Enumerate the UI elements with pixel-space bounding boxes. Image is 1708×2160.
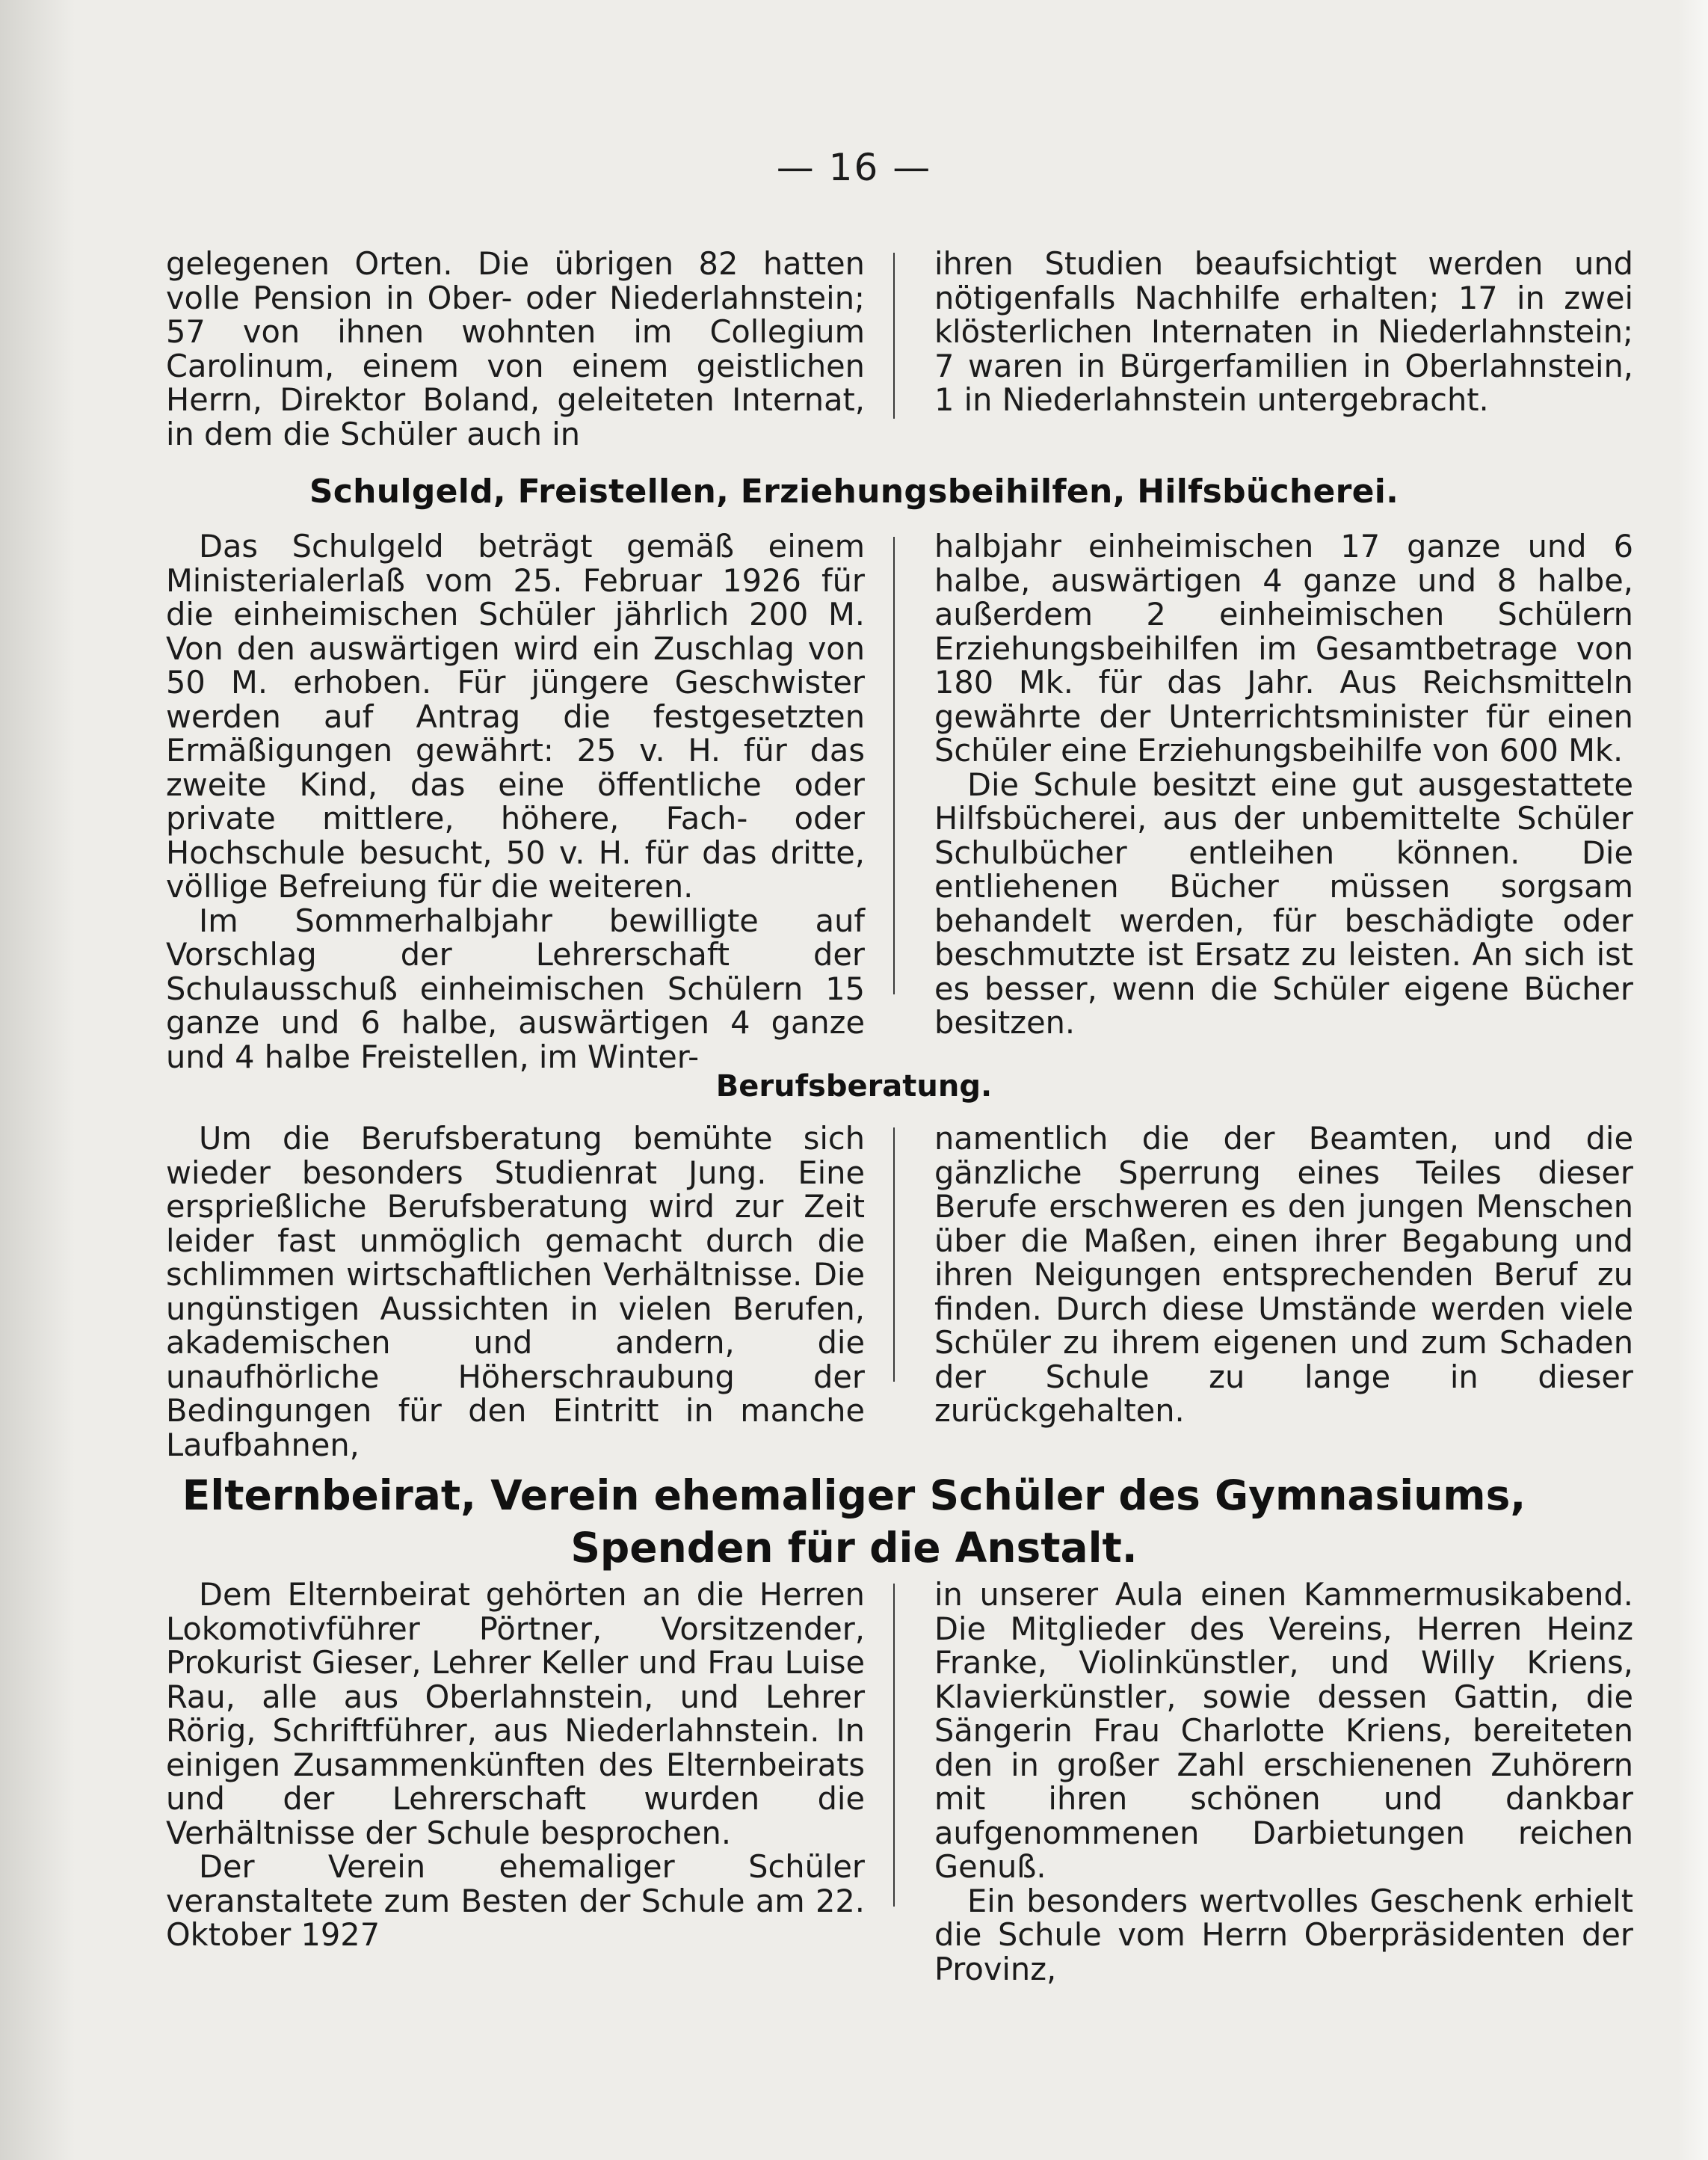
section2-right-column bbox=[934, 529, 1633, 1040]
paragraph: Der Verein ehemaliger Schüler veranstaltete zum Besten der Schule am 22. Oktober 1927 bbox=[166, 1848, 865, 1953]
section-heading-elternbeirat bbox=[0, 1469, 1708, 1574]
section1-right-column bbox=[934, 247, 1633, 417]
column-divider bbox=[893, 1127, 895, 1382]
paragraph: halbjahr einheimischen 17 ganze und 6 halbe, auswärtigen 4 ganze und 8 halbe, außerdem 2 einheimischen Schülern Erziehungsbeihilfen im Gesamtbetrage von 180 Mk. für das Jahr. Aus Reichsmitteln gewährte der Unterrichtsminister für einen Schüler eine Erziehungsbeihilfe von 600 Mk. bbox=[934, 528, 1633, 769]
section-heading-schulgeld: Schulgeld, Freistellen, Erziehungsbeihilfen, Hilfsbücherei. bbox=[309, 473, 1399, 511]
column-divider bbox=[893, 537, 895, 994]
paragraph: in unserer Aula einen Kammermusikabend. Die Mitglieder des Vereins, Herren Heinz Franke, Violinkünstler, und Willy Kriens, Klavierkünstler, sowie dessen Gattin, die Sängerin Frau Charlotte Kriens, bereiteten den in großer Zahl erschienenen Zuhörern mit ihren schönen und dankbar aufgenommenen Darbietungen reichen Genuß. bbox=[934, 1576, 1633, 1885]
column-divider bbox=[893, 253, 895, 419]
section4-left-column bbox=[166, 1578, 865, 1952]
section1-left-column bbox=[166, 247, 865, 451]
paragraph: Die Schule besitzt eine gut ausgestattete Hilfsbücherei, aus der unbemittelte Schüler Schulbücher entleihen können. Die entliehenen Bücher müssen sorgsam behandelt werden, für beschädigte oder beschmutzte ist Ersatz zu leisten. An sich ist es besser, wenn die Schüler eigene Bücher besitzen. bbox=[934, 766, 1633, 1041]
paragraph: namentlich die der Beamten, und die gänzliche Sperrung eines Teiles dieser Berufe erschweren es den jungen Menschen über die Maßen, einen ihrer Begabung und ihren Neigungen entsprechenden Beruf zu finden. Durch diese Umstände werden viele Schüler zu ihrem eigenen und zum Schaden der Schule zu lange in dieser zurückgehalten. bbox=[934, 1120, 1633, 1429]
paragraph: ihren Studien beaufsichtigt werden und nötigenfalls Nachhilfe erhalten; 17 in zwei klösterlichen Internaten in Niederlahnstein; 7 waren in Bürgerfamilien in Oberlahnstein, 1 in Niederlahnstein untergebracht. bbox=[934, 245, 1633, 418]
section3-left-column bbox=[166, 1121, 865, 1462]
heading-line: Elternbeirat, Verein ehemaliger Schüler des Gymnasiums, bbox=[182, 1471, 1526, 1519]
page-number: — 16 — bbox=[776, 146, 932, 189]
heading-line: Spenden für die Anstalt. bbox=[570, 1524, 1138, 1572]
section-heading-berufsberatung: Berufsberatung. bbox=[715, 1069, 993, 1104]
paragraph: Ein besonders wertvolles Geschenk erhielt die Schule vom Herrn Oberpräsidenten der Provinz, bbox=[934, 1882, 1633, 1987]
paragraph: Um die Berufsberatung bemühte sich wieder besonders Studienrat Jung. Eine ersprießliche Berufsberatung wird zur Zeit leider fast unmöglich gemacht durch die schlimmen wirtschaftlichen Verhältnisse. Die ungünstigen Aussichten in vielen Berufen, akademischen und andern, die unaufhörliche Höherschraubung der Bedingungen für den Eintritt in manche Laufbahnen, bbox=[166, 1120, 865, 1463]
section2-left-column bbox=[166, 529, 865, 1074]
section4-right-column bbox=[934, 1578, 1633, 1986]
paragraph: Das Schulgeld beträgt gemäß einem Ministerialerlaß vom 25. Februar 1926 für die einheimischen Schüler jährlich 200 M. Von den auswärtigen wird ein Zuschlag von 50 M. erhoben. Für jüngere Geschwister werden auf Antrag die festgesetzten Ermäßigungen gewährt: 25 v. H. für das zweite Kind, das eine öffentliche oder private mittlere, höhere, Fach- oder Hochschule besucht, 50 v. H. für das dritte, völlige Befreiung für die weiteren. bbox=[166, 528, 865, 905]
column-divider bbox=[893, 1584, 895, 1907]
paragraph: gelegenen Orten. Die übrigen 82 hatten volle Pension in Ober- oder Niederlahnstein; 57 von ihnen wohnten im Collegium Carolinum, einem von einem geistlichen Herrn, Direktor Boland, geleiteten Internat, in dem die Schüler auch in bbox=[166, 245, 865, 452]
paragraph: Im Sommerhalbjahr bewilligte auf Vorschlag der Lehrerschaft der Schulausschuß einheimischen Schülern 15 ganze und 6 halbe, auswärtigen 4 ganze und 4 halbe Freistellen, im Winter- bbox=[166, 902, 865, 1075]
paragraph: Dem Elternbeirat gehörten an die Herren Lokomotivführer Pörtner, Vorsitzender, Prokurist Gieser, Lehrer Keller und Frau Luise Rau, alle aus Oberlahnstein, und Lehrer Rörig, Schriftführer, aus Niederlahnstein. In einigen Zusammenkünften des Elternbeirats und der Lehrerschaft wurden die Verhältnisse der Schule besprochen. bbox=[166, 1576, 865, 1851]
section3-right-column bbox=[934, 1121, 1633, 1428]
